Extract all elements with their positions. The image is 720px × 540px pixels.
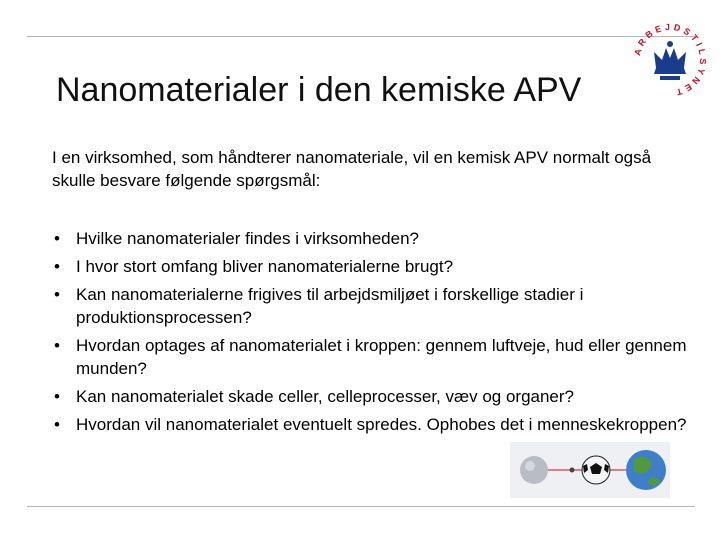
bottom-divider — [27, 506, 695, 507]
bullet-icon: • — [54, 285, 60, 304]
top-divider — [27, 36, 695, 37]
bullet-icon: • — [54, 257, 60, 276]
bullet-icon: • — [54, 336, 60, 355]
list-item — [50, 227, 690, 250]
arbejdstilsynet-logo — [630, 20, 710, 100]
bullet-icon: • — [54, 415, 60, 434]
list-item-text: Hvordan vil nanomaterialet eventuelt spredes. Ophobes det i menneskekroppen? — [76, 415, 687, 434]
particle-icon — [520, 456, 548, 484]
scale-illustration — [510, 442, 670, 498]
nanoparticle-icon — [570, 468, 575, 473]
question-list — [50, 227, 690, 441]
list-item — [50, 385, 690, 408]
list-item-text: Hvordan optages af nanomaterialet i kroppen: gennem luftveje, hud eller gennem munden? — [76, 336, 687, 378]
crown-icon — [654, 41, 686, 80]
intro-text: I en virksomhed, som håndterer nanomateriale, vil en kemisk APV normalt også skulle besvare følgende spørgsmål: — [52, 148, 652, 190]
list-item-text: Hvilke nanomaterialer findes i virksomheden? — [76, 229, 419, 248]
list-item-text: Kan nanomaterialet skade celler, celleprocesser, væv og organer? — [76, 387, 575, 406]
bullet-icon: • — [54, 229, 60, 248]
bullet-icon: • — [54, 387, 60, 406]
list-item-text: Kan nanomaterialerne frigives til arbejdsmiljøet i forskellige stadier i produktionsprocessen? — [76, 285, 584, 327]
slide-title: Nanomaterialer i den kemiske APV — [56, 71, 582, 109]
list-item — [50, 334, 690, 380]
list-item — [50, 413, 690, 436]
list-item-text: I hvor stort omfang bliver nanomaterialerne brugt? — [76, 257, 454, 276]
logo-text: ARBEJDSTILSYNET — [632, 21, 709, 98]
list-item — [50, 283, 690, 329]
list-item — [50, 255, 690, 278]
